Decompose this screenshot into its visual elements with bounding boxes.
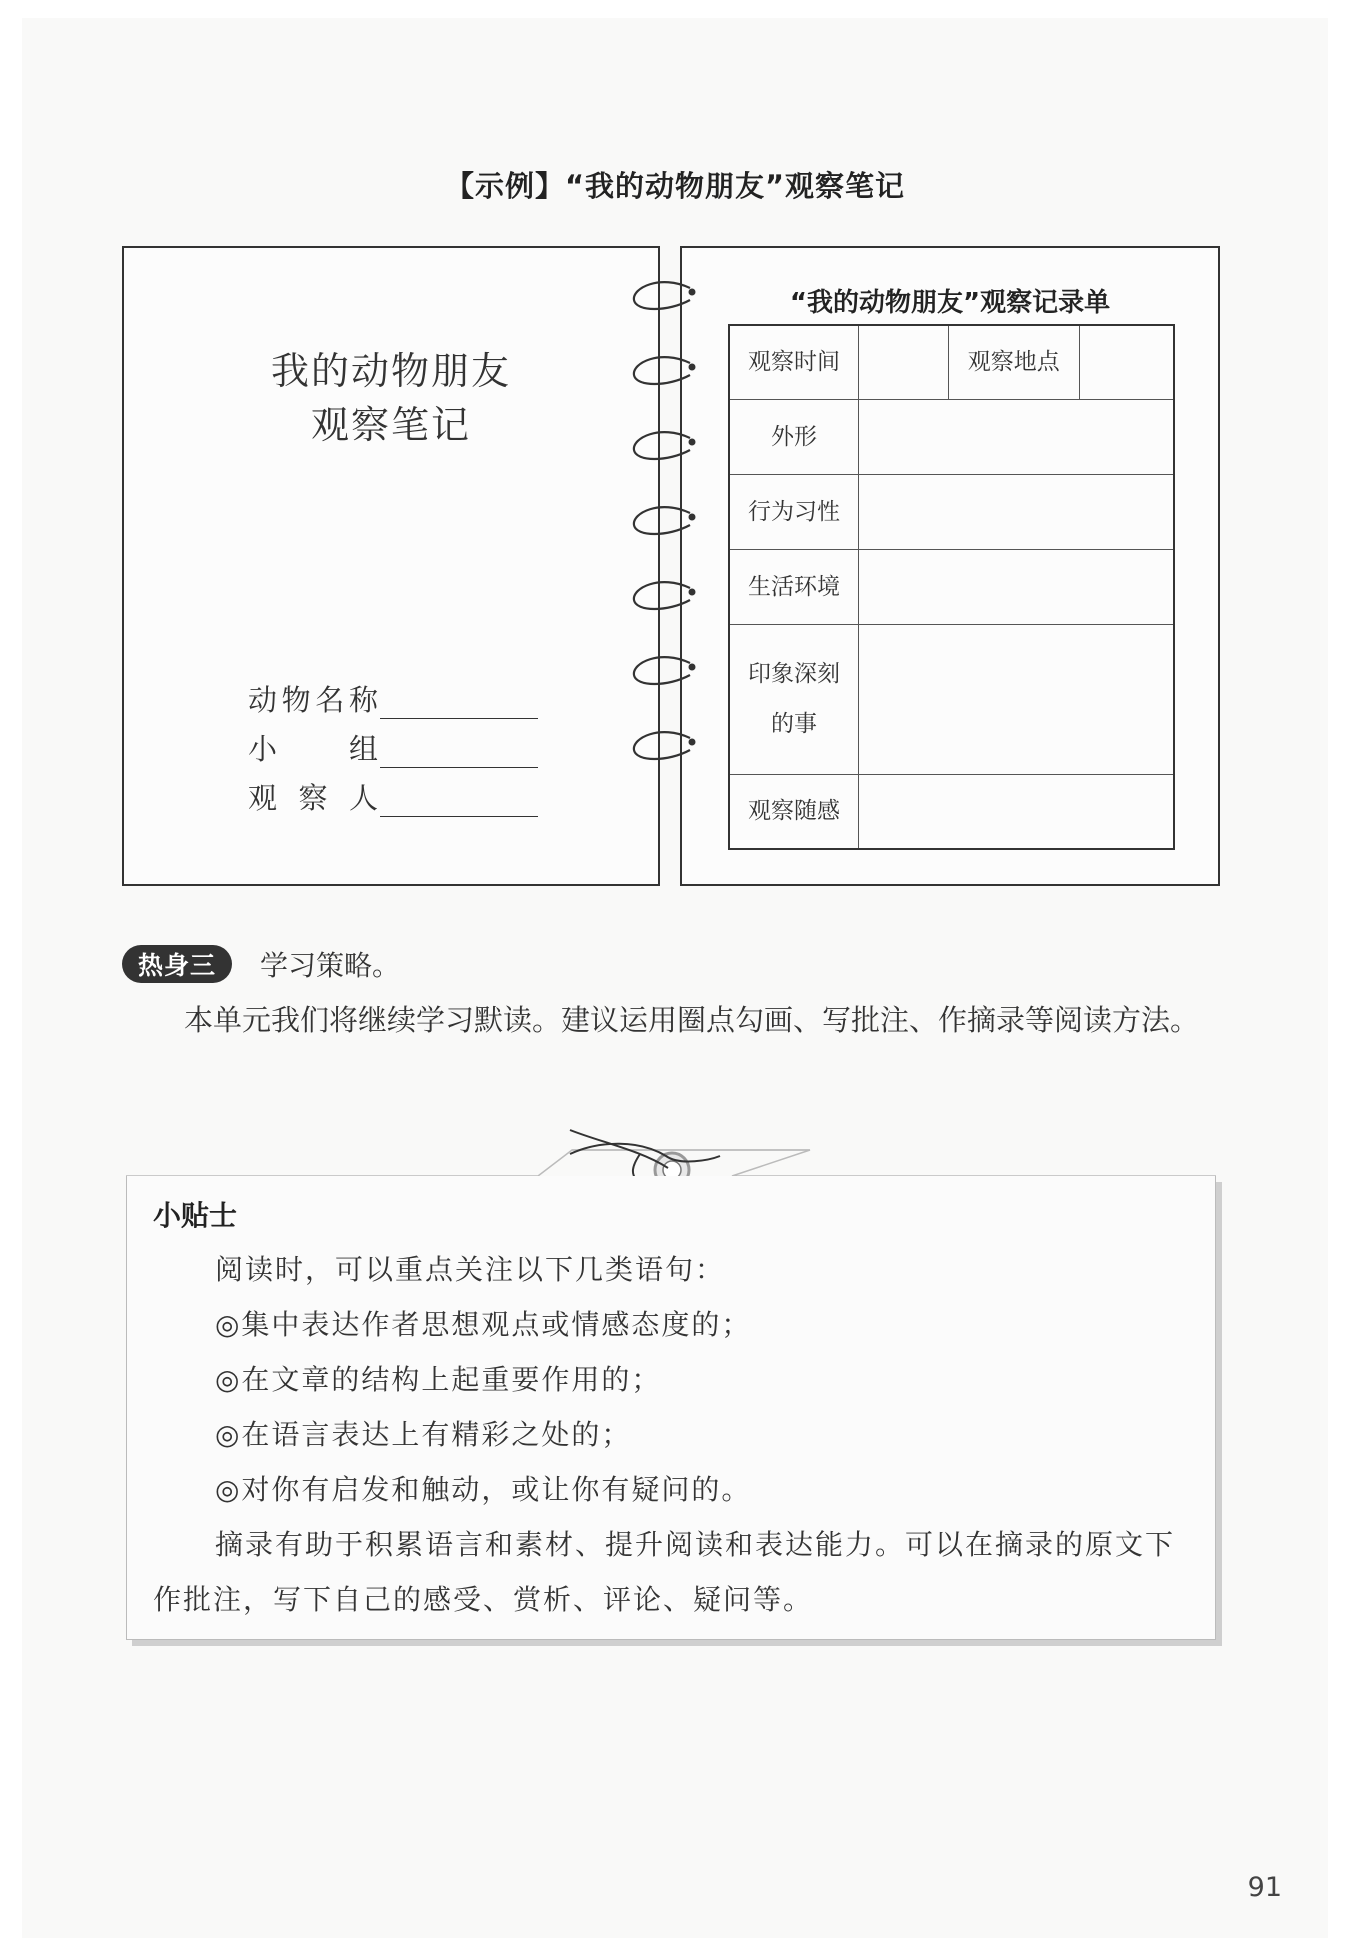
row-label-line: 印象深刻 xyxy=(747,661,840,687)
warmup-paragraph: 本单元我们将继续学习默读。建议运用圈点勾画、写批注、作摘录等阅读方法。 xyxy=(184,1003,1200,1037)
row-label-impressive-event xyxy=(729,624,858,774)
appearance-cell[interactable] xyxy=(858,399,1174,474)
cover-title-line1: 我的动物朋友 xyxy=(270,349,511,393)
warmup-heading-text: 学习策略。 xyxy=(260,949,401,982)
reflections-cell[interactable] xyxy=(858,774,1174,849)
tips-closing: 摘录有助于积累语言和素材、提升阅读和表达能力。可以在摘录的原文下作批注，写下自己的感受、赏析、评论、疑问等。 xyxy=(153,1528,1176,1616)
behavior-cell[interactable] xyxy=(858,474,1174,549)
cover-field-label: 观 察 人 xyxy=(248,781,378,815)
blank-line[interactable] xyxy=(380,788,538,817)
observe-place-label: 观察地点 xyxy=(948,325,1079,399)
table-row xyxy=(729,325,1174,399)
warmup-badge: 热身三 xyxy=(122,945,232,983)
tips-title: 小贴士 xyxy=(153,1199,238,1232)
row-label-line: 的事 xyxy=(770,711,817,737)
list-item: ◎在文章的结构上起重要作用的； xyxy=(215,1363,662,1396)
observe-place-cell[interactable] xyxy=(1079,325,1174,399)
cover-field-label: 小 组 xyxy=(248,732,378,766)
record-table xyxy=(728,324,1175,850)
warmup-heading xyxy=(122,944,400,984)
row-label-reflections: 观察随感 xyxy=(729,774,858,849)
cover-field-observer xyxy=(248,776,538,817)
cover-title-line2: 观察笔记 xyxy=(310,403,471,447)
example-title: 【示例】“我的动物朋友”观察笔记 xyxy=(444,169,906,203)
record-sheet xyxy=(680,246,1220,886)
list-item: ◎在语言表达上有精彩之处的； xyxy=(215,1418,632,1451)
tips-content xyxy=(153,1242,1193,1627)
page-number: 91 xyxy=(1247,1872,1282,1903)
cover-field-group xyxy=(248,727,538,768)
row-label-habitat: 生活环境 xyxy=(729,549,858,624)
table-row xyxy=(729,624,1174,774)
tips-box xyxy=(126,1176,1216,1640)
blank-line[interactable] xyxy=(380,739,538,768)
table-row xyxy=(729,774,1174,849)
observe-time-label: 观察时间 xyxy=(729,325,858,399)
cover-field-animal-name xyxy=(248,678,538,719)
blank-line[interactable] xyxy=(380,690,538,719)
row-label-appearance: 外形 xyxy=(729,399,858,474)
notebook-cover xyxy=(122,246,660,886)
list-item: ◎对你有启发和触动，或让你有疑问的。 xyxy=(215,1473,752,1506)
row-label-behavior: 行为习性 xyxy=(729,474,858,549)
impressive-event-cell[interactable] xyxy=(858,624,1174,774)
observe-time-cell[interactable] xyxy=(858,325,948,399)
record-sheet-title: “我的动物朋友”观察记录单 xyxy=(789,288,1111,318)
spiral-binding-icon xyxy=(620,246,720,886)
table-row xyxy=(729,474,1174,549)
table-row xyxy=(729,549,1174,624)
cover-field-label: 动物名称 xyxy=(248,683,378,717)
list-item: ◎集中表达作者思想观点或情感态度的； xyxy=(215,1308,752,1341)
habitat-cell[interactable] xyxy=(858,549,1174,624)
tips-intro: 阅读时，可以重点关注以下几类语句： xyxy=(215,1253,726,1286)
table-row xyxy=(729,399,1174,474)
